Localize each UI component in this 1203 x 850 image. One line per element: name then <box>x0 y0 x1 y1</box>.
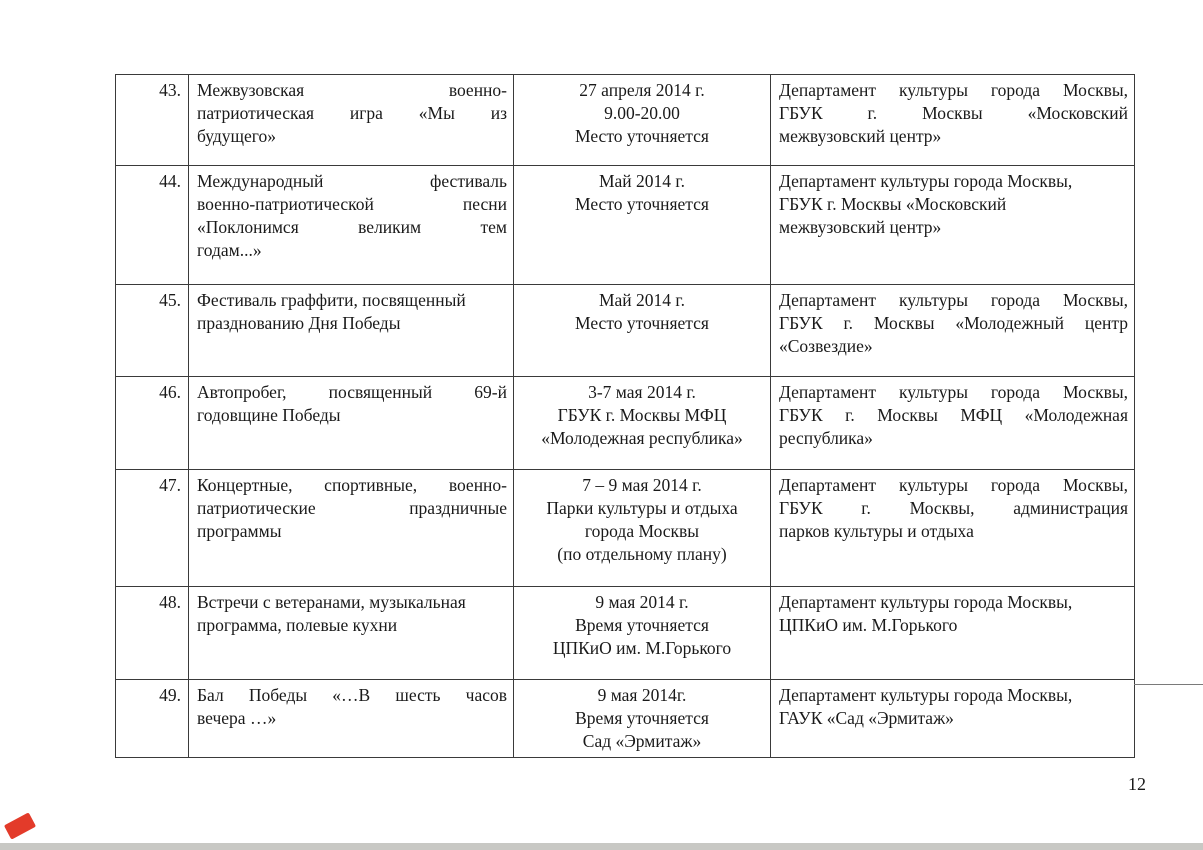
event-title: Международный фестиваль военно-патриотической песни «Поклонимся великим тем годам...» <box>189 166 514 285</box>
event-organizer: Департамент культуры города Москвы, ГБУК г. Москвы «Молодежный центр «Созвездие» <box>771 285 1135 377</box>
row-number: 49. <box>116 680 189 758</box>
row-number: 46. <box>116 377 189 470</box>
event-date-place: 9 мая 2014 г. Время уточняется ЦПКиО им. М.Горького <box>514 587 771 680</box>
table-row <box>116 75 1135 166</box>
table-row <box>116 587 1135 680</box>
event-organizer: Департамент культуры города Москвы, ЦПКиО им. М.Горького <box>771 587 1135 680</box>
event-date-place: 27 апреля 2014 г. 9.00-20.00 Место уточняется <box>514 75 771 166</box>
page-number: 12 <box>1128 774 1146 794</box>
scan-edge <box>0 843 1203 850</box>
event-organizer: Департамент культуры города Москвы, ГБУК г. Москвы «Московский межвузовский центр» <box>771 75 1135 166</box>
row-number: 45. <box>116 285 189 377</box>
table-row <box>116 377 1135 470</box>
table-row <box>116 166 1135 285</box>
event-title: Фестиваль граффити, посвященный празднованию Дня Победы <box>189 285 514 377</box>
row-number: 48. <box>116 587 189 680</box>
event-title: Концертные, спортивные, военно- патриотические праздничные программы <box>189 470 514 587</box>
event-date-place: 3-7 мая 2014 г. ГБУК г. Москвы МФЦ «Молодежная республика» <box>514 377 771 470</box>
event-date-place: 7 – 9 мая 2014 г. Парки культуры и отдыха города Москвы (по отдельному плану) <box>514 470 771 587</box>
table-row <box>116 285 1135 377</box>
event-title: Бал Победы «…В шесть часов вечера …» <box>189 680 514 758</box>
row-number: 43. <box>116 75 189 166</box>
event-date-place: 9 мая 2014г. Время уточняется Сад «Эрмитаж» <box>514 680 771 758</box>
events-table <box>115 74 1135 758</box>
event-organizer: Департамент культуры города Москвы, ГБУК г. Москвы МФЦ «Молодежная республика» <box>771 377 1135 470</box>
event-organizer: Департамент культуры города Москвы, ГБУК г. Москвы, администрация парков культуры и отдыха <box>771 470 1135 587</box>
event-organizer: Департамент культуры города Москвы, ГБУК г. Москвы «Московский межвузовский центр» <box>771 166 1135 285</box>
event-organizer: Департамент культуры города Москвы, ГАУК «Сад «Эрмитаж» <box>771 680 1135 758</box>
event-title: Межвузовская военно- патриотическая игра «Мы из будущего» <box>189 75 514 166</box>
table-row <box>116 680 1135 758</box>
row-number: 44. <box>116 166 189 285</box>
event-date-place: Май 2014 г. Место уточняется <box>514 285 771 377</box>
event-title: Автопробег, посвященный 69-й годовщине Победы <box>189 377 514 470</box>
stamp-icon <box>4 812 36 839</box>
event-title: Встречи с ветеранами, музыкальная программа, полевые кухни <box>189 587 514 680</box>
scan-line-artifact <box>1134 684 1203 685</box>
row-number: 47. <box>116 470 189 587</box>
event-date-place: Май 2014 г. Место уточняется <box>514 166 771 285</box>
table-row <box>116 470 1135 587</box>
